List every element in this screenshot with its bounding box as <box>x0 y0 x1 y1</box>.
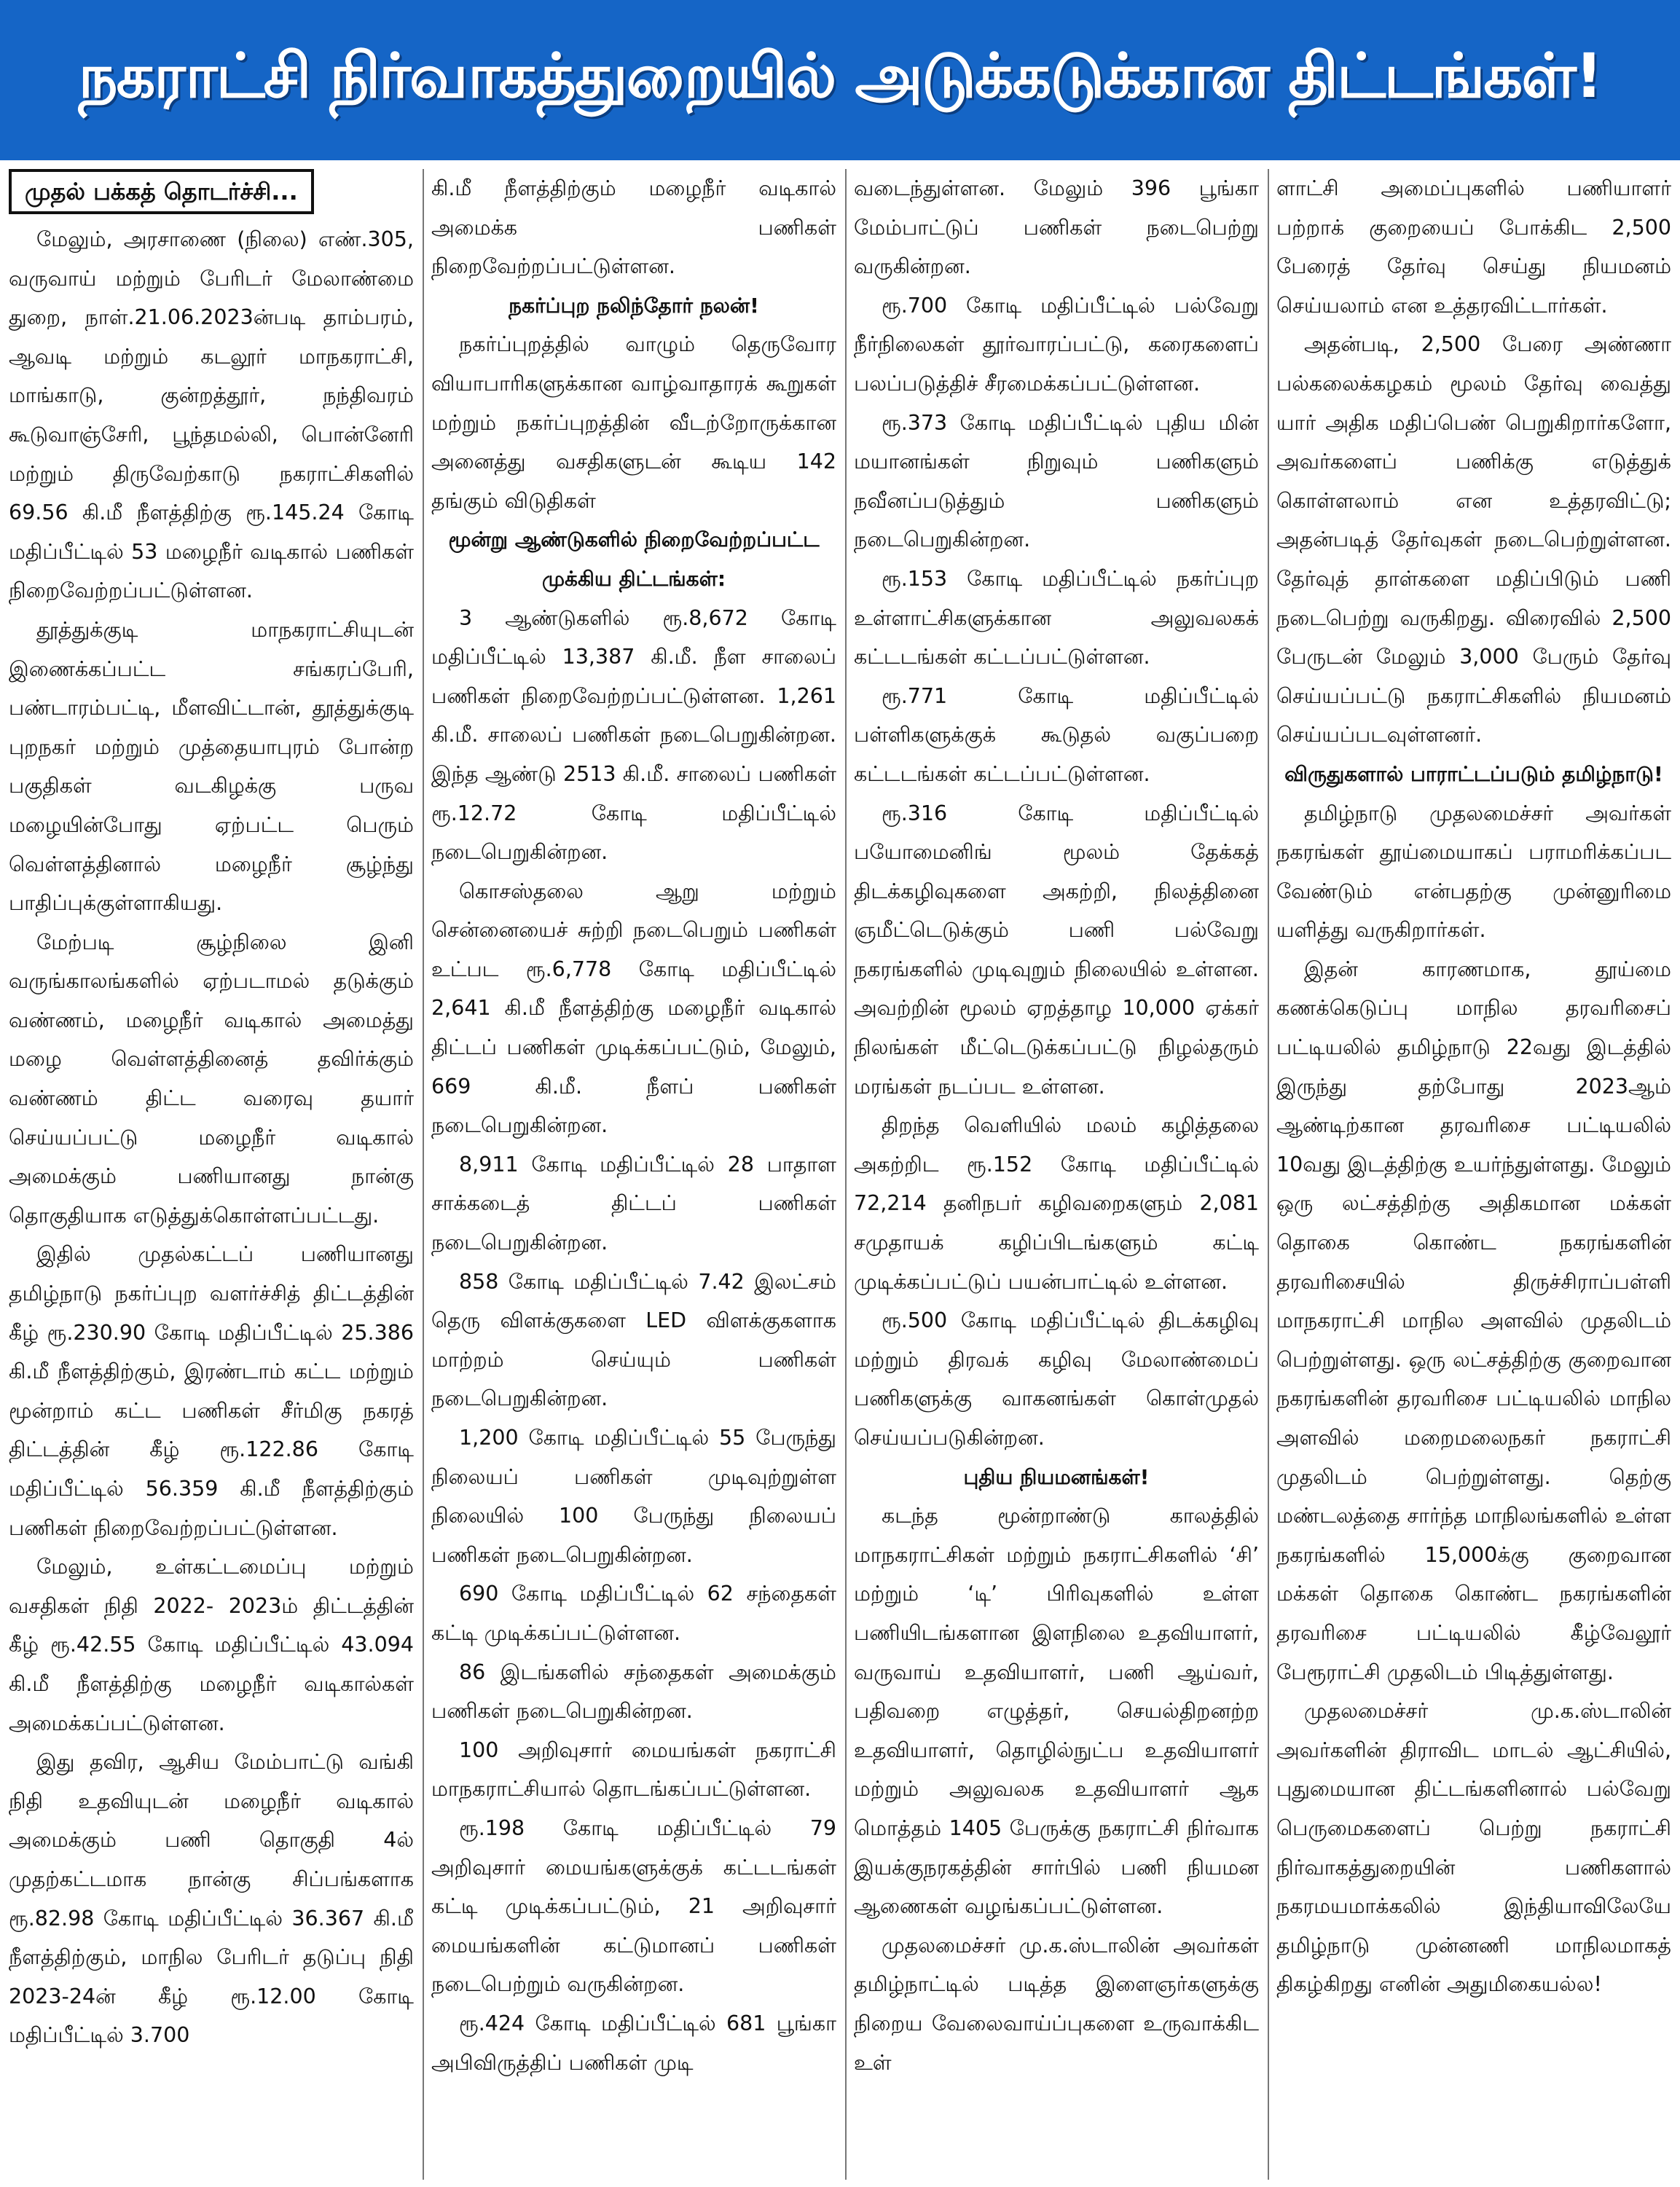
column-divider <box>423 169 424 2180</box>
paragraph: ரூ.153 கோடி மதிப்பீட்டில் நகர்ப்புற உள்ளாட்சிகளுக்கான அலுவலகக் கட்டடங்கள் கட்டப்பட்டுள்ளன. <box>854 566 1259 670</box>
paragraph: 1,200 கோடி மதிப்பீட்டில் 55 பேருந்து நிலையப் பணிகள் முடிவுற்றுள்ள நிலையில் 100 பேருந்து நிலையப் பணிகள் நடைபெறுகின்றன. <box>431 1426 836 1567</box>
paragraph: 858 கோடி மதிப்பீட்டில் 7.42 இலட்சம் தெரு விளக்குகளை LED விளக்குகளாக மாற்றம் செய்யும் பணிகள் நடைபெறுகின்றன. <box>431 1269 836 1411</box>
paragraph: ரூ.373 கோடி மதிப்பீட்டில் புதிய மின் மயானங்கள் நிறுவும் பணிகளும் நவீனப்படுத்தும் பணிகளும் நடைபெறுகின்றன. <box>854 410 1259 552</box>
paragraph: தமிழ்நாடு முதலமைச்சர் அவர்கள் நகரங்கள் தூய்மையாகப் பராமரிக்கப்பட வேண்டும் என்பதற்கு முன்னுரிமை யளித்து வருகிறார்கள். <box>1276 801 1671 943</box>
paragraph: ரூ.198 கோடி மதிப்பீட்டில் 79 அறிவுசார் மையங்களுக்குக் கட்டடங்கள் கட்டி முடிக்கப்பட்டும், 21 அறிவுசார் மையங்களின் கட்டுமானப் பணிகள் நடைபெற்றும் வருகின்றன. <box>431 1815 836 1997</box>
paragraph: 8,911 கோடி மதிப்பீட்டில் 28 பாதாள சாக்கடைத் திட்டப் பணிகள் நடைபெறுகின்றன. <box>431 1152 836 1255</box>
paragraph: கடந்த மூன்றாண்டு காலத்தில் மாநகராட்சிகள் மற்றும் நகராட்சிகளில் ‘சி’ மற்றும் ‘டி’ பிரிவுகளில் உள்ள பணியிடங்களான இளநிலை உதவியாளர், வருவாய் உதவியாளர், பணி ஆய்வர், பதிவறை எழுத்தர், செயல்திறனற்ற உதவியாளர், தொழில்நுட்ப உதவியாளர் மற்றும் அலுவலக உதவியாளர் ஆக மொத்தம் 1405 பேருக்கு நகராட்சி நிர்வாக இயக்குநரகத்தின் சார்பில் பணி நியமன ஆணைகள் வழங்கப்பட்டுள்ளன. <box>854 1504 1259 1919</box>
paragraph: 100 அறிவுசார் மையங்கள் நகராட்சி மாநகராட்சியால் தொடங்கப்பட்டுள்ளன. <box>431 1738 836 1802</box>
paragraph: ளாட்சி அமைப்புகளில் பணியாளர் பற்றாக் குறையைப் போக்கிட 2,500 பேரைத் தேர்வு செய்து நியமனம் செய்யலாம் என உத்தரவிட்டார்கள். <box>1276 176 1671 318</box>
headline-banner <box>0 0 1680 160</box>
paragraph: ரூ.500 கோடி மதிப்பீட்டில் திடக்கழிவு மற்றும் திரவக் கழிவு மேலாண்மைப் பணிகளுக்கு வாகனங்கள் கொள்முதல் செய்யப்படுகின்றன. <box>854 1308 1259 1450</box>
section-heading: நகர்ப்புற நலிந்தோர் நலன்! <box>509 293 759 318</box>
headline: நகராட்சி நிர்வாகத்துறையில் அடுக்கடுக்கான திட்டங்கள்! <box>78 40 1602 111</box>
article-column-4 <box>1276 169 1671 2180</box>
paragraph: மேலும், உள்கட்டமைப்பு மற்றும் வசதிகள் நிதி 2022- 2023ம் திட்டத்தின் கீழ் ரூ.42.55 கோடி மதிப்பீட்டில் 43.094 கி.மீ நீளத்திற்கு மழைநீர் வடிகால்கள் அமைக்கப்பட்டுள்ளன. <box>9 1555 414 1735</box>
column-divider <box>845 169 847 2180</box>
paragraph: 3 ஆண்டுகளில் ரூ.8,672 கோடி மதிப்பீட்டில் 13,387 கி.மீ. நீள சாலைப் பணிகள் நிறைவேற்றப்பட்டுள்ளன. 1,261 கி.மீ. சாலைப் பணிகள் நடைபெறுகின்றன. இந்த ஆண்டு 2513 கி.மீ. சாலைப் பணிகள் ரூ.12.72 கோடி மதிப்பீட்டில் நடைபெறுகின்றன. <box>431 605 836 865</box>
paragraph: 86 இடங்களில் சந்தைகள் அமைக்கும் பணிகள் நடைபெறுகின்றன. <box>431 1660 836 1724</box>
section-heading: புதிய நியமனங்கள்! <box>963 1464 1150 1489</box>
paragraph: மேற்படி சூழ்நிலை இனி வருங்காலங்களில் ஏற்படாமல் தடுக்கும் வண்ணம், மழைநீர் வடிகால் அமைத்து மழை வெள்ளத்தினைத் தவிர்க்கும் வண்ணம் திட்ட வரைவு தயார் செய்யப்பட்டு மழைநீர் வடிகால் அமைக்கும் பணியானது நான்கு தொகுதியாக எடுத்துக்கொள்ளப்பட்டது. <box>9 930 414 1228</box>
paragraph: ரூ.316 கோடி மதிப்பீட்டில் பயோமைனிங் மூலம் தேக்கத் திடக்கழிவுகளை அகற்றி, நிலத்தினை ஞமீட்டெடுக்கும் பணி பல்வேறு நகரங்களில் முடிவுறும் நிலையில் உள்ளன. அவற்றின் மூலம் ஏறத்தாழ 10,000 ஏக்கர் நிலங்கள் மீட்டெடுக்கப்பட்டு நிழல்தரும் மரங்கள் நடப்பட உள்ளன. <box>854 801 1259 1099</box>
paragraph: ரூ.700 கோடி மதிப்பீட்டில் பல்வேறு நீர்நிலைகள் தூர்வாரப்பட்டு, கரைகளைப் பலப்படுத்திச் சீரமைக்கப்பட்டுள்ளன. <box>854 293 1259 396</box>
paragraph: திறந்த வெளியில் மலம் கழித்தலை அகற்றிட ரூ.152 கோடி மதிப்பீட்டில் 72,214 தனிநபர் கழிவறைகளும் 2,081 சமுதாயக் கழிப்பிடங்களும் கட்டி முடிக்கப்பட்டுப் பயன்பாட்டில் உள்ளன. <box>854 1113 1259 1294</box>
paragraph: இதில் முதல்கட்டப் பணியானது தமிழ்நாடு நகர்ப்புற வளர்ச்சித் திட்டத்தின் கீழ் ரூ.230.90 கோடி மதிப்பீட்டில் 25.386 கி.மீ நீளத்திற்கும், இரண்டாம் கட்ட மற்றும் மூன்றாம் கட்ட பணிகள் சீர்மிகு நகரத் திட்டத்தின் கீழ் ரூ.122.86 கோடி மதிப்பீட்டில் 56.359 கி.மீ நீளத்திற்கும் பணிகள் நிறைவேற்றப்பட்டுள்ளன. <box>9 1242 414 1540</box>
paragraph: கொசஸ்தலை ஆறு மற்றும் சென்னையைச் சுற்றி நடைபெறும் பணிகள் உட்பட ரூ.6,778 கோடி மதிப்பீட்டில் 2,641 கி.மீ நீளத்திற்கு மழைநீர் வடிகால் திட்டப் பணிகள் முடிக்கப்பட்டும், மேலும், 669 கி.மீ. நீளப் பணிகள் நடைபெறுகின்றன. <box>431 879 836 1138</box>
section-heading: விருதுகளால் பாராட்டப்படும் தமிழ்நாடு! <box>1284 761 1663 786</box>
paragraph: முதலமைச்சர் மு.க.ஸ்டாலின் அவர்களின் திராவிட மாடல் ஆட்சியில், புதுமையான திட்டங்களினால் பல்வேறு பெருமைகளைப் பெற்று நகராட்சி நிர்வாகத்துறையின் பணிகளால் நகரமயமாக்கலில் இந்தியாவிலேயே தமிழ்நாடு முன்னணி மாநிலமாகத் திகழ்கிறது எனின் அதுமிகையல்ல! <box>1276 1699 1671 1997</box>
article-column-2 <box>431 169 836 2180</box>
article-column-3 <box>854 169 1259 2180</box>
paragraph: ரூ.771 கோடி மதிப்பீட்டில் பள்ளிகளுக்குக் கூடுதல் வகுப்பறை கட்டடங்கள் கட்டப்பட்டுள்ளன. <box>854 683 1259 786</box>
column-divider <box>1268 169 1269 2180</box>
paragraph: வடைந்துள்ளன. மேலும் 396 பூங்கா மேம்பாட்டுப் பணிகள் நடைபெற்று வருகின்றன. <box>854 176 1259 279</box>
paragraph: மேலும், அரசாணை (நிலை) எண்.305, வருவாய் மற்றும் பேரிடர் மேலாண்மை துறை, நாள்.21.06.2023ன்படி தாம்பரம், ஆவடி மற்றும் கடலூர் மாநகராட்சி, மாங்காடு, குன்றத்தூர், நந்திவரம் கூடுவாஞ்சேரி, பூந்தமல்லி, பொன்னேரி மற்றும் திருவேற்காடு நகராட்சிகளில் 69.56 கி.மீ நீளத்திற்கு ரூ.145.24 கோடி மதிப்பீட்டில் 53 மழைநீர் வடிகால் பணிகள் நிறைவேற்றப்பட்டுள்ளன. <box>9 227 414 603</box>
section-heading: மூன்று ஆண்டுகளில் நிறைவேற்றப்பட்ட முக்கிய திட்டங்கள்: <box>448 527 820 591</box>
paragraph: கி.மீ நீளத்திற்கும் மழைநீர் வடிகால் அமைக்க பணிகள் நிறைவேற்றப்பட்டுள்ளன. <box>431 176 836 279</box>
paragraph: 690 கோடி மதிப்பீட்டில் 62 சந்தைகள் கட்டி முடிக்கப்பட்டுள்ளன. <box>431 1582 836 1645</box>
paragraph: தூத்துக்குடி மாநகராட்சியுடன் இணைக்கப்பட்ட சங்கரப்பேரி, பண்டாரம்பட்டி, மீளவிட்டான், தூத்துக்குடி புறநகர் மற்றும் முத்தையாபுரம் போன்ற பகுதிகள் வடகிழக்கு பருவ மழையின்போது ஏற்பட்ட பெரும் வெள்ளத்தினால் மழைநீர் சூழ்ந்து பாதிப்புக்குள்ளாகியது. <box>9 617 414 916</box>
paragraph: ரூ.424 கோடி மதிப்பீட்டில் 681 பூங்கா அபிவிருத்திப் பணிகள் முடி <box>431 2011 836 2075</box>
paragraph: முதலமைச்சர் மு.க.ஸ்டாலின் அவர்கள் தமிழ்நாட்டில் படித்த இளைஞர்களுக்கு நிறைய வேலைவாய்ப்புகளை உருவாக்கிட உள் <box>854 1933 1259 2075</box>
paragraph: இதன் காரணமாக, தூய்மை கணக்கெடுப்பு மாநில தரவரிசைப் பட்டியலில் தமிழ்நாடு 22வது இடத்தில் இருந்து தற்போது 2023ஆம் ஆண்டிற்கான தரவரிசை பட்டியலில் 10வது இடத்திற்கு உயர்ந்துள்ளது. மேலும் ஒரு லட்சத்திற்கு அதிகமான மக்கள் தொகை கொண்ட நகரங்களின் தரவரிசையில் திருச்சிராப்பள்ளி மாநகராட்சி மாநில அளவில் முதலிடம் பெற்றுள்ளது. ஒரு லட்சத்திற்கு குறைவான நகரங்களின் தரவரிசை பட்டியலில் மாநில அளவில் மறைமலைநகர் நகராட்சி முதலிடம் பெற்றுள்ளது. தெற்கு மண்டலத்தை சார்ந்த மாநிலங்களில் உள்ள நகரங்களில் 15,000க்கு குறைவான மக்கள் தொகை கொண்ட நகரங்களின் தரவரிசை பட்டியலில் கீழ்வேலூர் பேரூராட்சி முதலிடம் பிடித்துள்ளது. <box>1276 957 1671 1684</box>
continuation-tag: முதல் பக்கத் தொடர்ச்சி... <box>9 169 314 214</box>
paragraph: நகர்ப்புறத்தில் வாழும் தெருவோர வியாபாரிகளுக்கான வாழ்வாதாரக் கூறுகள் மற்றும் நகர்ப்புறத்தின் வீடற்றோருக்கான அனைத்து வசதிகளுடன் கூடிய 142 தங்கும் விடுதிகள் <box>431 332 836 513</box>
article-column-1 <box>9 169 414 2180</box>
paragraph: அதன்படி, 2,500 பேரை அண்ணா பல்கலைக்கழகம் மூலம் தேர்வு வைத்து யார் அதிக மதிப்பெண் பெறுகிறார்களோ, அவர்களைப் பணிக்கு எடுத்துக் கொள்ளலாம் என உத்தரவிட்டு; அதன்படித் தேர்வுகள் நடைபெற்றுள்ளன. தேர்வுத் தாள்களை மதிப்பிடும் பணி நடைபெற்று வருகிறது. விரைவில் 2,500 பேருடன் மேலும் 3,000 பேரும் தேர்வு செய்யப்பட்டு நகராட்சிகளில் நியமனம் செய்யப்படவுள்ளனர். <box>1276 332 1671 747</box>
paragraph: இது தவிர, ஆசிய மேம்பாட்டு வங்கி நிதி உதவியுடன் மழைநீர் வடிகால் அமைக்கும் பணி தொகுதி 4ல் முதற்கட்டமாக நான்கு சிப்பங்களாக ரூ.82.98 கோடி மதிப்பீட்டில் 36.367 கி.மீ நீளத்திற்கும், மாநில பேரிடர் தடுப்பு நிதி 2023-24ன் கீழ் ரூ.12.00 கோடி மதிப்பீட்டில் 3.700 <box>9 1750 414 2048</box>
